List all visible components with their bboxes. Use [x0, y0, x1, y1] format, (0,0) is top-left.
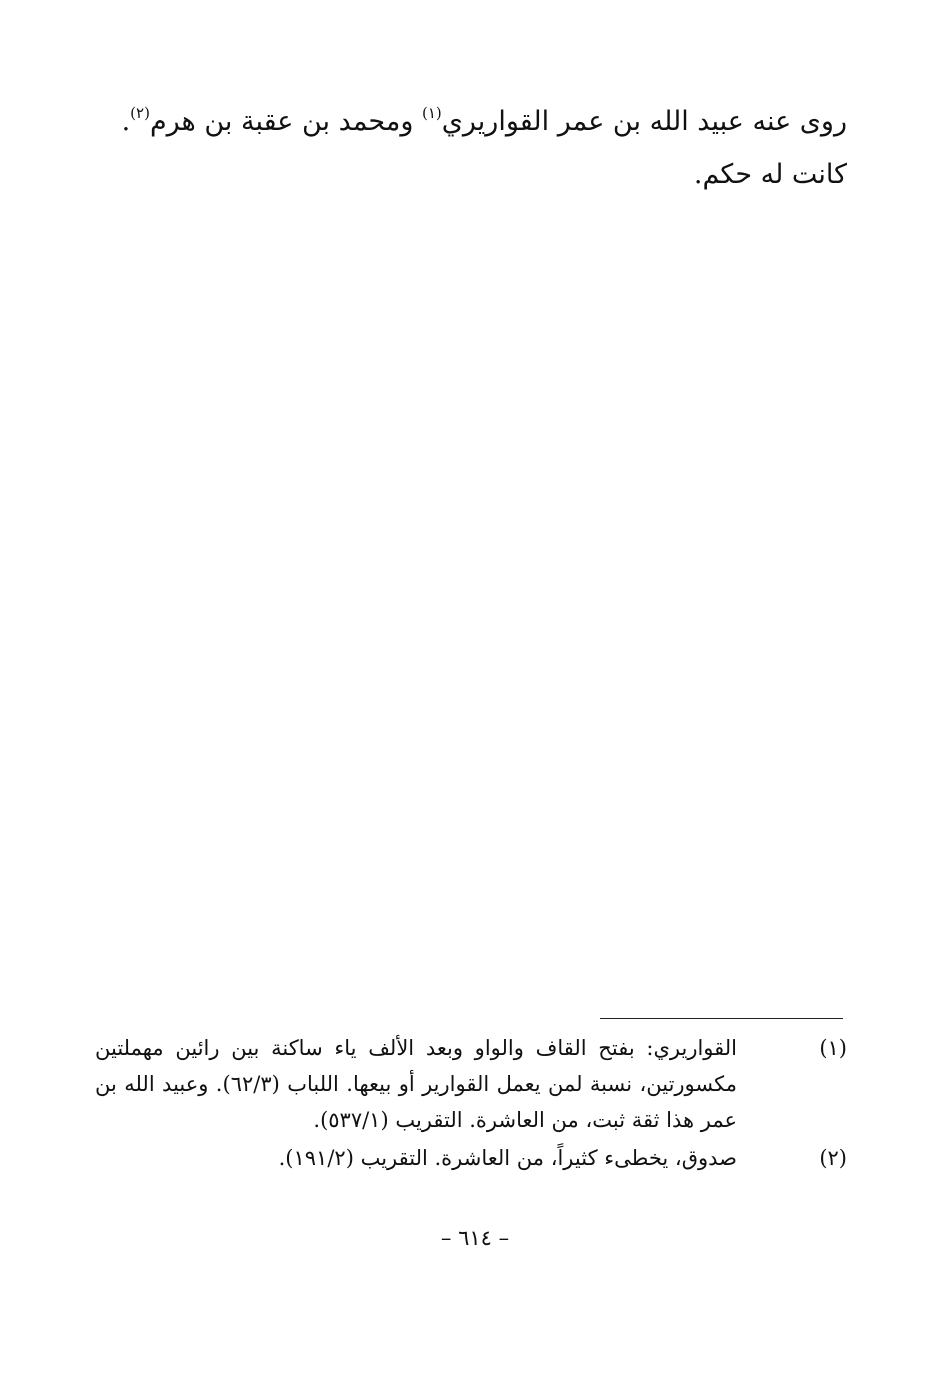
footnotes — [95, 1030, 847, 1178]
main-text-part2: ومحمد بن عقبة بن هرم — [149, 106, 422, 137]
footnote-number: (١) — [819, 1036, 847, 1060]
footnote-text: القواريري: بفتح القاف والواو وبعد الألف ياء ساكنة بين رائين مهملتين مكسورتين، نسبة لمن يعمل القوارير أو بيعها. اللباب (٦٢/٣). وعبيد الله بن عمر هذا ثقة ثبت، من العاشرة. التقريب (٥٣٧/١). — [95, 1036, 737, 1132]
main-paragraph — [95, 95, 847, 201]
main-text-part3: . كانت له حكم. — [121, 106, 847, 190]
footnote-2 — [95, 1140, 847, 1176]
footnote-1 — [95, 1030, 847, 1138]
footnote-ref-1: (١) — [421, 104, 442, 122]
main-text-part1: روى عنه عبيد الله بن عمر القواريري — [441, 106, 847, 137]
page-number: – ٦١٤ – — [440, 1226, 510, 1250]
main-text — [95, 95, 847, 201]
footnote-number: (٢) — [819, 1146, 847, 1170]
footnote-separator — [600, 1018, 843, 1019]
footnote-text: صدوق، يخطىء كثيراً، من العاشرة. التقريب (١٩١/٢). — [278, 1146, 737, 1170]
footnote-ref-2: (٢) — [130, 104, 150, 122]
